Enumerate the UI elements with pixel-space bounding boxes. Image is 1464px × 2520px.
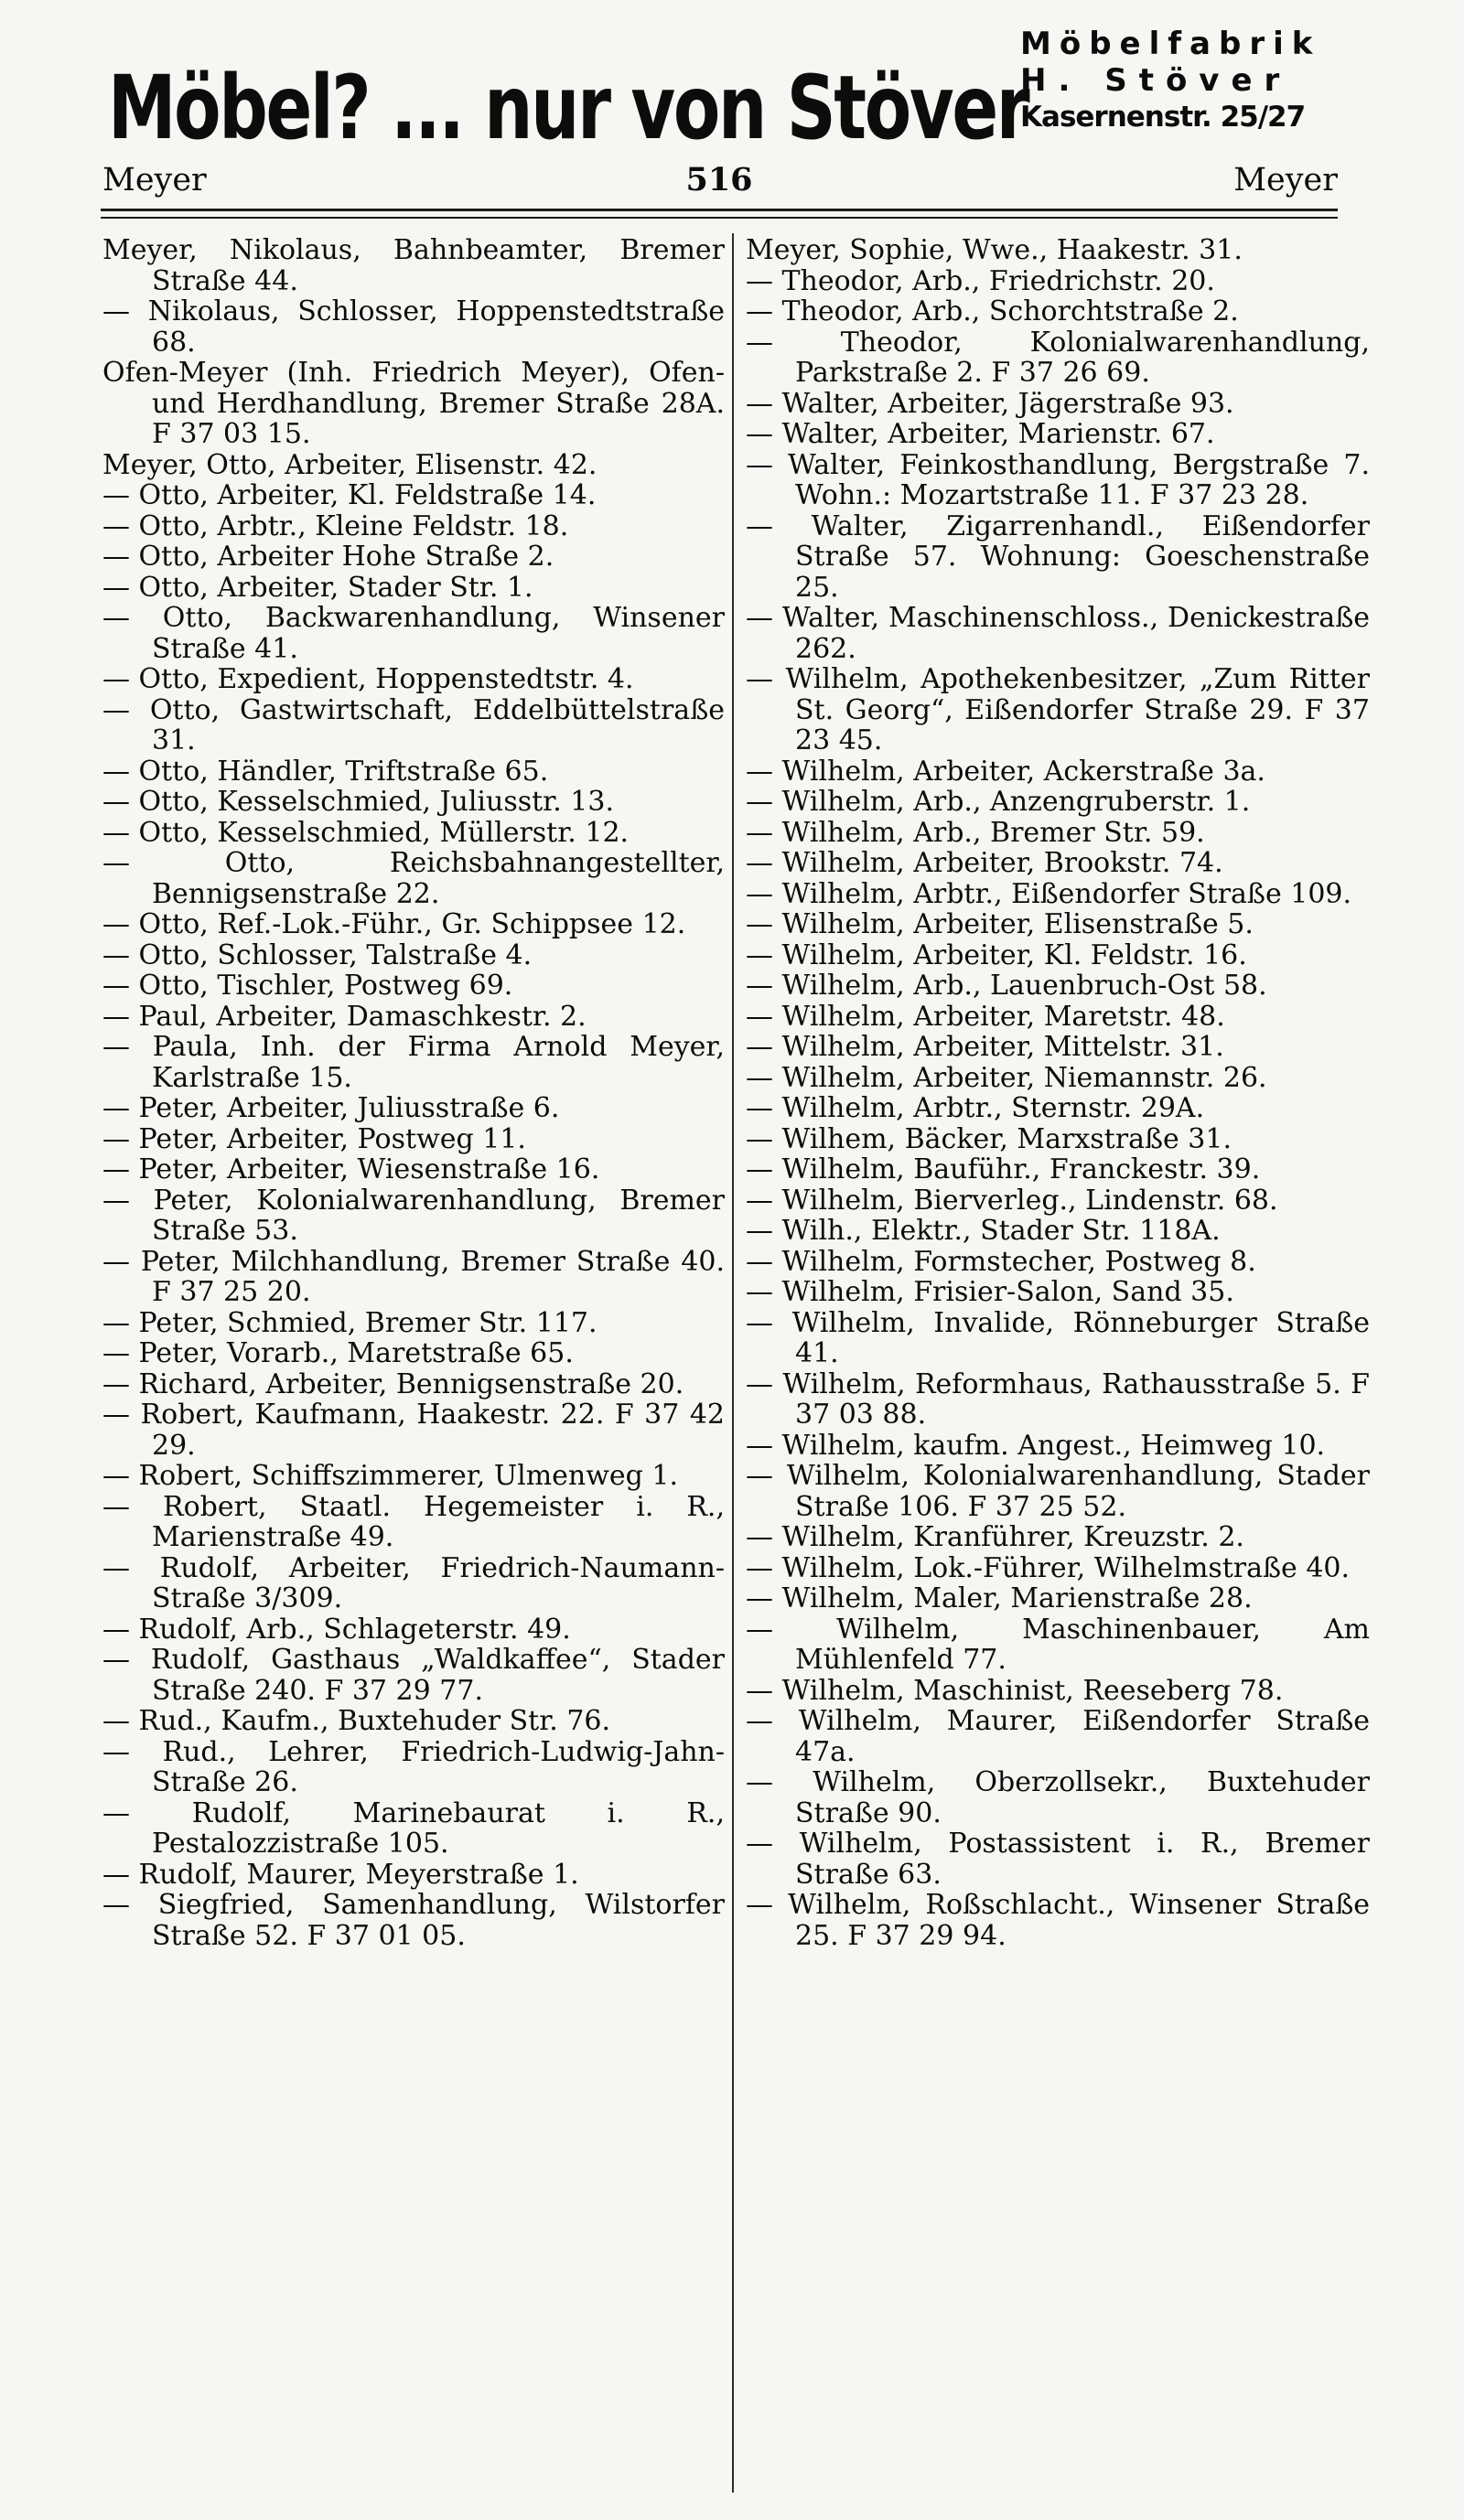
advertisement-side-block — [1020, 26, 1336, 135]
directory-entry: — Paula, Inh. der Firma Arnold Meyer, Karlstraße 15. — [102, 1031, 725, 1094]
directory-entry: — Wilhelm, Reformhaus, Rathausstraße 5. F 37 03 88. — [746, 1367, 1370, 1431]
directory-entry: — Peter, Arbeiter, Postweg 11. — [102, 1122, 526, 1155]
directory-entry: — Wilhelm, Oberzollsekr., Buxtehuder Straße 90. — [746, 1766, 1370, 1829]
directory-entry: — Wilhelm, Kolonialwarenhandlung, Stader Straße 106. F 37 25 52. — [746, 1460, 1370, 1523]
directory-entry: — Peter, Kolonialwarenhandlung, Bremer Straße 53. — [102, 1184, 725, 1247]
header-right-word: Meyer — [1233, 162, 1338, 198]
directory-entry: — Wilhelm, Apothekenbesitzer, „Zum Ritter St. Georg“, Eißendorfer Straße 29. F 37 23 45. — [746, 663, 1370, 756]
directory-entry: — Theodor, Arb., Schorchtstraße 2. — [746, 295, 1239, 327]
directory-entry: — Theodor, Kolonialwarenhandlung, Parkstraße 2. F 37 26 69. — [746, 326, 1370, 389]
advertisement-address: Kasernenstr. 25/27 — [1020, 101, 1306, 134]
directory-entry: — Rudolf, Arbeiter, Friedrich-Naumann-Straße 3/309. — [102, 1551, 725, 1614]
directory-entry: — Wilhelm, Arbeiter, Elisenstraße 5. — [746, 908, 1254, 940]
directory-entry: — Paul, Arbeiter, Damaschkestr. 2. — [102, 1000, 587, 1033]
directory-entry: — Otto, Kesselschmied, Juliusstr. 13. — [102, 786, 614, 818]
directory-entry: — Wilhelm, Maurer, Eißendorfer Straße 47a. — [746, 1705, 1370, 1768]
directory-entry: — Theodor, Arb., Friedrichstr. 20. — [746, 264, 1215, 297]
directory-entry: — Peter, Vorarb., Maretstraße 65. — [102, 1337, 574, 1369]
directory-entry: — Wilhelm, Arbeiter, Maretstr. 48. — [746, 1000, 1225, 1033]
directory-entry: — Rud., Lehrer, Friedrich-Ludwig-Jahn-Straße 26. — [102, 1735, 725, 1798]
directory-entry: — Wilhelm, Maschinist, Reeseberg 78. — [746, 1674, 1284, 1707]
directory-entry: — Rudolf, Marinebaurat i. R., Pestalozzistraße 105. — [102, 1796, 725, 1860]
directory-entry: — Wilhelm, Arbeiter, Ackerstraße 3a. — [746, 755, 1265, 788]
page-number: 516 — [685, 161, 753, 198]
left-column — [102, 235, 725, 1951]
directory-entry: — Siegfried, Samenhandlung, Wilstorfer Straße 52. F 37 01 05. — [102, 1889, 725, 1952]
directory-entry: — Wilhelm, Arbeiter, Brookstr. 74. — [746, 847, 1223, 879]
directory-entry: — Walter, Maschinenschloss., Denickestraße 262. — [746, 602, 1370, 665]
directory-entry: — Robert, Kaufmann, Haakestr. 22. F 37 42 29. — [102, 1399, 725, 1462]
header-rule-thin — [101, 217, 1338, 219]
advertisement-headline: Möbel? ... nur von Stöver — [108, 57, 1028, 159]
directory-entry: — Otto, Tischler, Postweg 69. — [102, 970, 513, 1002]
directory-entry: — Walter, Feinkosthandlung, Bergstraße 7. Wohn.: Mozartstraße 11. F 37 23 28. — [746, 448, 1370, 511]
directory-entry: — Wilhelm, Arb., Bremer Str. 59. — [746, 816, 1205, 849]
directory-entry: — Wilhelm, Formstecher, Postweg 8. — [746, 1245, 1256, 1278]
directory-entry: — Otto, Reichsbahnangestellter, Bennigsenstraße 22. — [102, 847, 725, 910]
directory-entry: — Otto, Schlosser, Talstraße 4. — [102, 938, 533, 971]
directory-entry: — Wilhelm, Bauführ., Franckestr. 39. — [746, 1153, 1261, 1185]
directory-entry: — Otto, Kesselschmied, Müllerstr. 12. — [102, 816, 630, 849]
directory-entry: — Walter, Arbeiter, Jägerstraße 93. — [746, 387, 1234, 420]
directory-entry: — Rud., Kaufm., Buxtehuder Str. 76. — [102, 1705, 611, 1737]
directory-entry: — Otto, Händler, Triftstraße 65. — [102, 755, 549, 788]
directory-entry: — Wilhelm, kaufm. Angest., Heimweg 10. — [746, 1429, 1326, 1462]
running-header — [101, 157, 1338, 203]
directory-entry: — Wilhelm, Frisier-Salon, Sand 35. — [746, 1276, 1234, 1308]
directory-entry: — Peter, Arbeiter, Wiesenstraße 16. — [102, 1153, 600, 1185]
directory-entry: — Rudolf, Arb., Schlageterstr. 49. — [102, 1613, 571, 1646]
directory-entry: — Robert, Schiffszimmerer, Ulmenweg 1. — [102, 1460, 679, 1492]
directory-entry: — Otto, Arbeiter Hohe Straße 2. — [102, 541, 554, 573]
directory-entry: — Wilhelm, Arbeiter, Niemannstr. 26. — [746, 1061, 1267, 1094]
directory-entry: — Robert, Staatl. Hegemeister i. R., Marienstraße 49. — [102, 1490, 725, 1553]
header-rule-thick — [101, 209, 1338, 211]
directory-entry: — Rudolf, Maurer, Meyerstraße 1. — [102, 1858, 579, 1891]
directory-entry: Meyer, Nikolaus, Bahnbeamter, Bremer Straße 44. — [102, 234, 725, 297]
directory-entry: — Wilhelm, Roßschlacht., Winsener Straße 25. F 37 29 94. — [746, 1889, 1370, 1952]
directory-entry: — Wilhelm, Arbtr., Sternstr. 29A. — [746, 1092, 1205, 1124]
advertisement-owner: H. Stöver — [1020, 62, 1292, 99]
directory-entry: — Wilhelm, Arbtr., Eißendorfer Straße 109. — [746, 877, 1352, 910]
directory-entry: — Otto, Gastwirtschaft, Eddelbüttelstraße 31. — [102, 693, 725, 756]
directory-entry: — Peter, Milchhandlung, Bremer Straße 40. F 37 25 20. — [102, 1245, 725, 1308]
directory-entry: — Otto, Ref.-Lok.-Führ., Gr. Schippsee 12. — [102, 908, 686, 940]
directory-entry: — Otto, Arbtr., Kleine Feldstr. 18. — [102, 509, 569, 542]
directory-entry: Meyer, Sophie, Wwe., Haakestr. 31. — [746, 234, 1243, 266]
directory-entry: — Wilhelm, Arb., Lauenbruch-Ost 58. — [746, 970, 1267, 1002]
directory-entry: Ofen-Meyer (Inh. Friedrich Meyer), Ofen- und Herdhandlung, Bremer Straße 28A. F 37 03 15. — [102, 357, 725, 450]
directory-entry: — Wilhelm, Invalide, Rönneburger Straße 41. — [746, 1306, 1370, 1369]
directory-entry: — Wilhelm, Arb., Anzengruberstr. 1. — [746, 786, 1251, 818]
directory-entry: — Wilhelm, Arbeiter, Mittelstr. 31. — [746, 1031, 1224, 1063]
directory-entry: — Wilhelm, Postassistent i. R., Bremer Straße 63. — [746, 1828, 1370, 1891]
directory-entry: — Richard, Arbeiter, Bennigsenstraße 20. — [102, 1367, 684, 1400]
directory-entry: — Peter, Schmied, Bremer Str. 117. — [102, 1306, 597, 1339]
directory-entry: — Wilhelm, Lok.-Führer, Wilhelmstraße 40. — [746, 1551, 1351, 1584]
directory-entry: — Wilhelm, Bierverleg., Lindenstr. 68. — [746, 1184, 1278, 1217]
directory-entry: — Otto, Backwarenhandlung, Winsener Straße 41. — [102, 602, 725, 665]
directory-entry: — Otto, Expedient, Hoppenstedtstr. 4. — [102, 663, 634, 695]
directory-entry: — Wilh., Elektr., Stader Str. 118A. — [746, 1215, 1221, 1247]
directory-entry: — Peter, Arbeiter, Juliusstraße 6. — [102, 1092, 560, 1124]
right-column — [746, 235, 1370, 1951]
directory-entry: — Wilhelm, Arbeiter, Kl. Feldstr. 16. — [746, 938, 1247, 971]
header-left-word: Meyer — [102, 162, 207, 198]
directory-entry: — Walter, Arbeiter, Marienstr. 67. — [746, 418, 1215, 450]
directory-entry: — Rudolf, Gasthaus „Waldkaffee“, Stader Straße 240. F 37 29 77. — [102, 1644, 725, 1707]
directory-entry: — Wilhelm, Maler, Marienstraße 28. — [746, 1582, 1253, 1614]
directory-entry: Meyer, Otto, Arbeiter, Elisenstr. 42. — [102, 448, 597, 481]
directory-entry: — Otto, Arbeiter, Kl. Feldstraße 14. — [102, 479, 597, 511]
directory-entry: — Walter, Zigarrenhandl., Eißendorfer Straße 57. Wohnung: Goeschenstraße 25. — [746, 509, 1370, 604]
advertisement-company: Möbelfabrik — [1020, 26, 1321, 62]
column-divider — [732, 233, 734, 2493]
directory-entry: — Wilhelm, Maschinenbauer, Am Mühlenfeld 77. — [746, 1613, 1370, 1676]
directory-entry: — Nikolaus, Schlosser, Hoppenstedtstraße 68. — [102, 295, 725, 359]
directory-entry: — Wilhelm, Kranführer, Kreuzstr. 2. — [746, 1521, 1244, 1553]
directory-entry: — Otto, Arbeiter, Stader Str. 1. — [102, 571, 533, 604]
directory-entry: — Wilhem, Bäcker, Marxstraße 31. — [746, 1122, 1232, 1155]
